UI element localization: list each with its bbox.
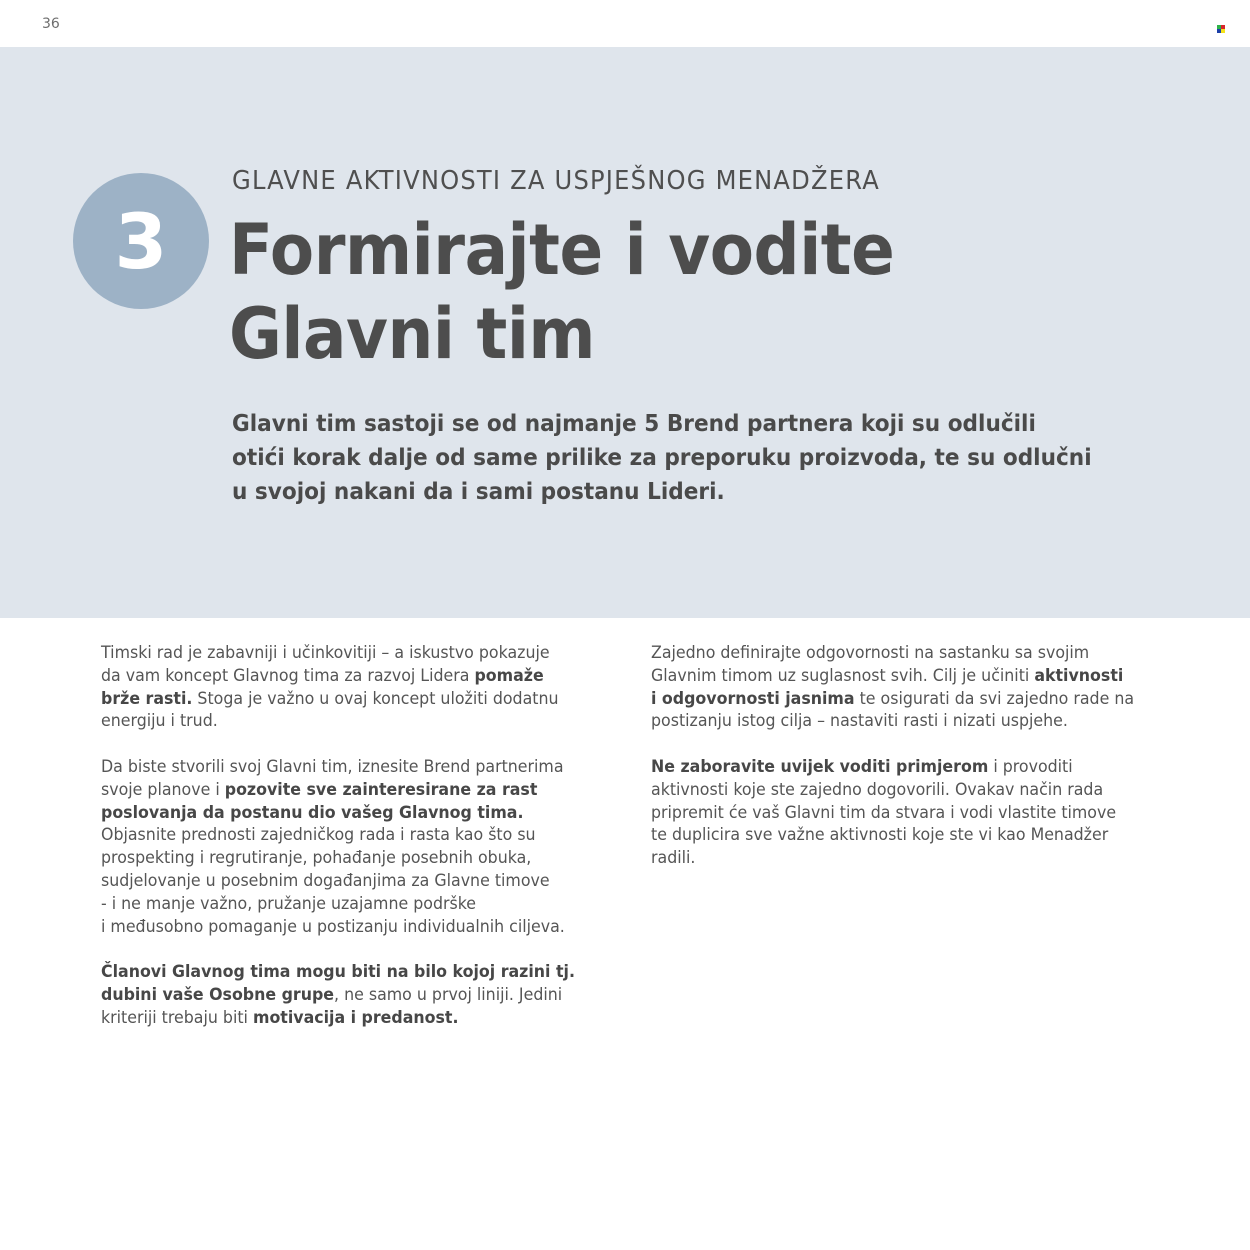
text-line: pripremit će vaš Glavni tim da stvara i vodi vlastite timove: [651, 802, 1117, 823]
text-run: , ne samo u prvoj liniji. Jedini: [334, 984, 563, 1005]
step-number-badge: [73, 173, 209, 309]
text-line: Da biste stvorili svoj Glavni tim, iznesite Brend partnerima: [101, 756, 564, 777]
text-line: postizanju istog cilja – nastaviti rasti i nizati uspjehe.: [651, 711, 1068, 732]
text-line: Članovi Glavnog tima mogu biti na bilo kojoj razini tj.: [101, 962, 575, 983]
left-column: [101, 642, 621, 1052]
text-run: te osigurati da svi zajedno rade na: [854, 688, 1135, 709]
text-line: [101, 1007, 585, 1030]
text-line: i međusobno pomaganje u postizanju individualnih ciljeva.: [101, 916, 565, 937]
emphasis: pomaže: [474, 665, 544, 686]
text-run: i provoditi: [988, 756, 1073, 777]
text-run: Stoga je važno u ovaj koncept uložiti dodatnu: [192, 688, 559, 709]
lead-line-3: u svojoj nakani da i sami postanu Lideri.: [232, 479, 725, 505]
page-number: 36: [42, 16, 60, 32]
text-line: aktivnosti koje ste zajedno dogovorili. Ovakav način rada: [651, 779, 1104, 800]
text-line: energiju i trud.: [101, 711, 218, 732]
step-number: 3: [114, 197, 168, 286]
text-line: radili.: [651, 848, 696, 869]
text-line: - i ne manje važno, pružanje uzajamne podrške: [101, 893, 477, 914]
text-line: poslovanja da postanu dio vašeg Glavnog tima.: [101, 802, 524, 823]
text-line: te duplicira sve važne aktivnosti koje ste vi kao Menadžer: [651, 825, 1109, 846]
brand-square-yellow: [1221, 29, 1225, 33]
right-column: [651, 642, 1171, 893]
page-title: [229, 208, 894, 376]
text-run: Glavnim timom uz suglasnost svih. Cilj je učiniti: [651, 665, 1035, 686]
text-run: kriteriji trebaju biti: [101, 1007, 253, 1028]
paragraph-teamwork: [101, 642, 621, 733]
lead-paragraph: [232, 407, 1092, 509]
section-kicker: GLAVNE AKTIVNOSTI ZA USPJEŠNOG MENADŽERA: [232, 166, 881, 196]
text-line: Zajedno definirajte odgovornosti na sastanku sa svojim: [651, 643, 1090, 663]
text-line: [101, 665, 585, 688]
emphasis: i odgovornosti jasnima: [651, 688, 855, 709]
emphasis: aktivnosti: [1034, 665, 1124, 686]
emphasis: Ne zaboravite uvijek voditi primjerom: [651, 756, 989, 777]
paragraph-responsibilities: [651, 642, 1171, 733]
title-line-1: Formirajte i vodite: [229, 209, 895, 291]
lead-line-2: otići korak dalje od same prilike za preporuku proizvoda, te su odlučni: [232, 445, 1092, 471]
text-line: [651, 756, 1135, 779]
paragraph-lead-by-example: [651, 756, 1171, 870]
brand-logo-icon: [1217, 25, 1225, 33]
text-line: [651, 688, 1135, 711]
text-line: prospekting i regrutiranje, pohađanje posebnih obuka,: [101, 848, 532, 869]
text-run: svoje planove i: [101, 779, 225, 800]
text-line: Objasnite prednosti zajedničkog rada i rasta kao što su: [101, 825, 536, 846]
emphasis: brže rasti.: [101, 688, 193, 709]
text-line: [101, 779, 585, 802]
title-line-2: Glavni tim: [229, 293, 596, 375]
lead-line-1: Glavni tim sastoji se od najmanje 5 Brend partnera koji su odlučili: [232, 411, 1036, 437]
text-line: [101, 688, 585, 711]
emphasis: motivacija i predanost.: [252, 1007, 459, 1028]
text-line: sudjelovanje u posebnim događanjima za Glavne timove: [101, 870, 550, 891]
text-line: Timski rad je zabavniji i učinkovitiji – a iskustvo pokazuje: [101, 643, 550, 663]
emphasis: dubini vaše Osobne grupe: [101, 984, 335, 1005]
paragraph-team-members: [101, 961, 621, 1029]
emphasis: pozovite sve zainteresirane za rast: [224, 779, 538, 800]
text-line: [101, 984, 585, 1007]
text-run: da vam koncept Glavnog tima za razvoj Lidera: [101, 665, 475, 686]
text-line: [651, 665, 1135, 688]
paragraph-create-team: [101, 756, 621, 938]
